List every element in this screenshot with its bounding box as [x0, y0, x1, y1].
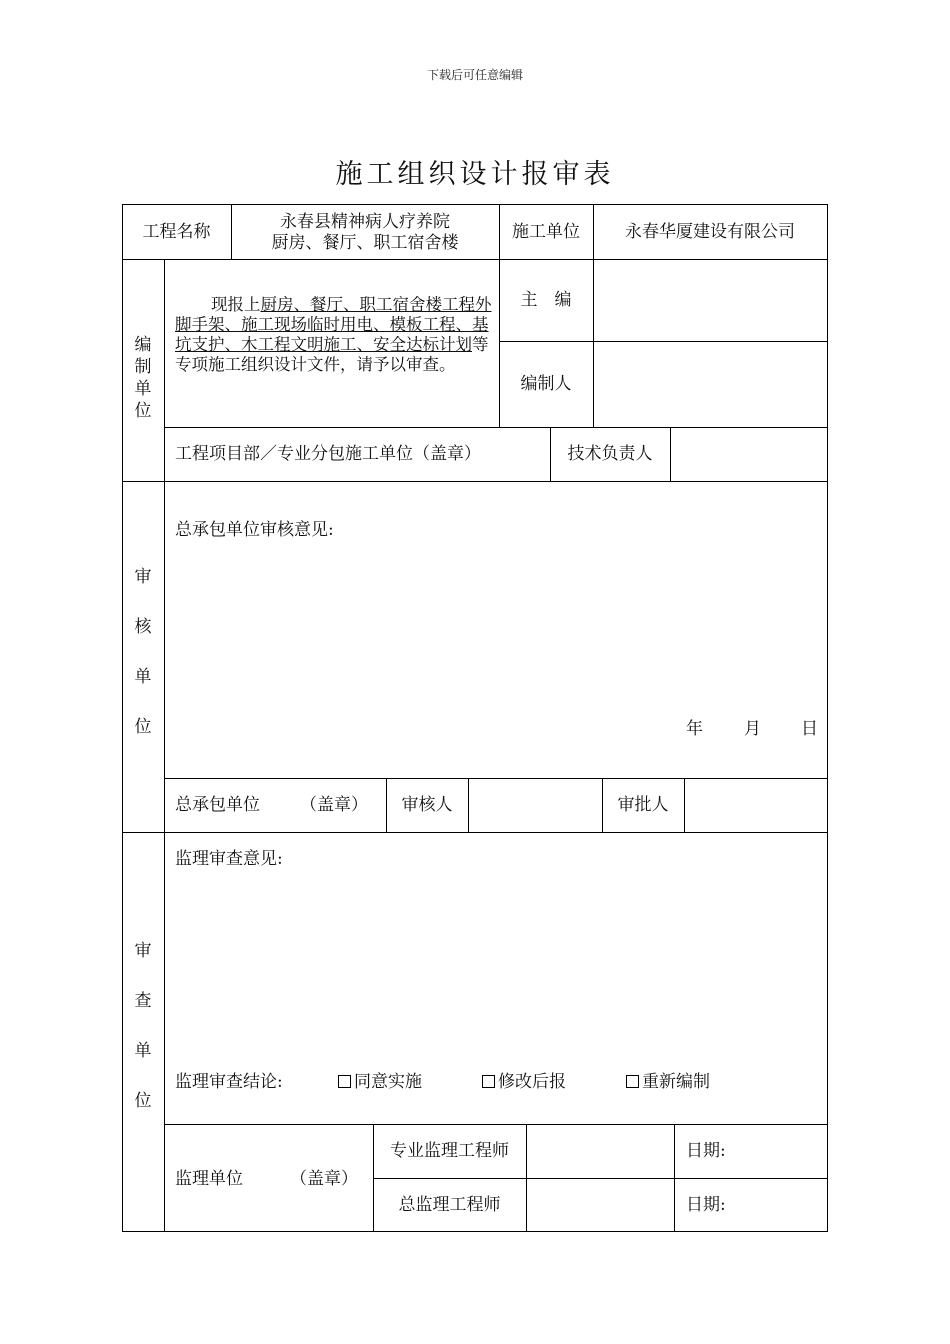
audit-opinion-label: 总承包单位审核意见: [175, 520, 334, 540]
pro-engineer-label: 专业监理工程师 [390, 1141, 509, 1161]
audit-date-day: 日 [801, 719, 818, 739]
compile-unit-label: 工程项目部／专业分包施工单位（盖章） [175, 444, 481, 464]
project-name-label: 工程名称 [142, 222, 211, 242]
project-name-line1: 永春县精神病人疗养院 [280, 212, 450, 232]
supervision-unit-label: 监理单位 [175, 1169, 243, 1189]
contractor-label: 施工单位 [512, 222, 580, 242]
editor-label: 编制人 [520, 374, 572, 394]
date-label-pro: 日期: [686, 1141, 726, 1161]
review-conclusion-label: 监理审查结论: [175, 1072, 283, 1092]
option-approve[interactable]: 同意实施 [338, 1072, 422, 1092]
audit-stamp-label: （盖章） [300, 795, 368, 815]
audit-date-year: 年 [686, 719, 703, 739]
date-label-chief: 日期: [686, 1195, 726, 1215]
audit-date-month: 月 [744, 719, 761, 739]
checkbox-approve[interactable] [338, 1075, 351, 1088]
project-name-line2: 厨房、餐厅、职工宿舍楼 [271, 233, 459, 253]
contractor-value: 永春华厦建设有限公司 [625, 222, 795, 242]
checkbox-revise[interactable] [482, 1075, 495, 1088]
checkbox-recompile[interactable] [626, 1075, 639, 1088]
page-title: 施工组织设计报审表 [335, 159, 615, 190]
tech-lead-label: 技术负责人 [567, 444, 653, 464]
review-opinion-label: 监理审查意见: [175, 849, 283, 869]
header-note: 下载后可任意编辑 [426, 68, 523, 82]
supervision-stamp-label: （盖章） [290, 1169, 358, 1189]
audit-unit-label: 总承包单位 [175, 795, 260, 815]
chief-engineer-label: 总监理工程师 [398, 1195, 501, 1215]
submission-paragraph: 现报上厨房、餐厅、职工宿舍楼工程外脚手架、施工现场临时用电、模板工程、基坑支护、木工程文明施工、安全达标计划等专项施工组织设计文件，请予以审查。 [175, 295, 492, 374]
reviewer-label: 审核人 [401, 795, 453, 815]
option-recompile[interactable]: 重新编制 [626, 1072, 710, 1092]
option-revise[interactable]: 修改后报 [482, 1072, 566, 1092]
chief-editor-label: 主 编 [520, 290, 572, 310]
submission-items: 厨房、餐厅、职工宿舍楼工程外脚手架、施工现场临时用电、模板工程、基坑支护、木工程文明施工、安全达标计划 [175, 295, 492, 354]
approver-label: 审批人 [617, 795, 669, 815]
